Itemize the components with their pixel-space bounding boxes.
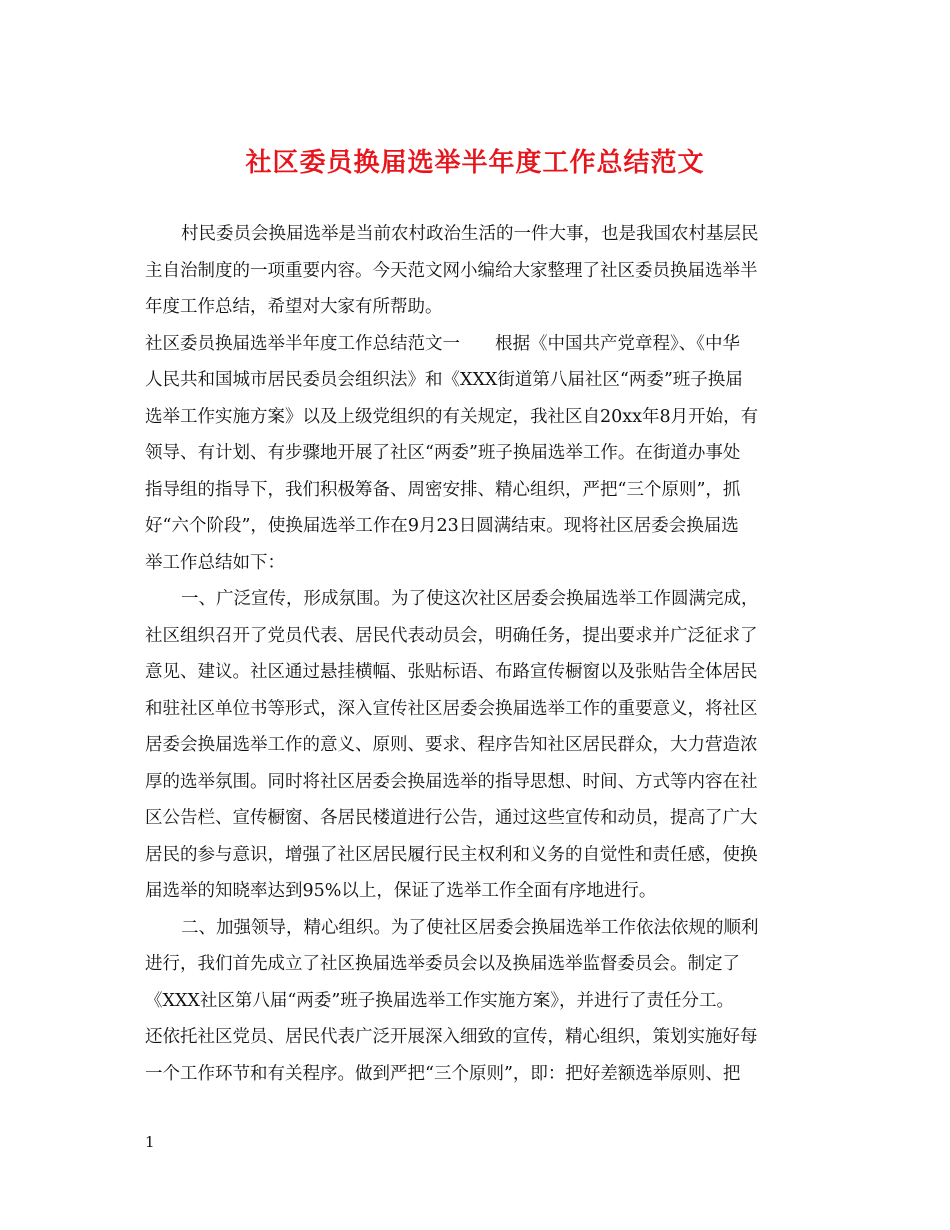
text-line: 一个工作环节和有关程序。做到严把“三个原则”，即：把好差额选举原则、把 xyxy=(145,1063,741,1084)
page-number: 1 xyxy=(145,1133,155,1151)
text-line: 指导组的指导下，我们积极筹备、周密安排、精心组织，严把“三个原则”，抓 xyxy=(145,479,741,500)
text-line: 区公告栏、宣传橱窗、各居民楼道进行公告，通过这些宣传和动员，提高了广大 xyxy=(145,808,758,828)
text-line: 居委会换届选举工作的意义、原则、要求、程序告知社区居民群众，大力营造浓 xyxy=(145,735,758,755)
text-line: 年度工作总结，希望对大家有所帮助。 xyxy=(145,297,443,317)
text-line: 届选举的知晓率达到95%以上，保证了选举工作全面有序地进行。 xyxy=(145,881,657,901)
text-line: 好“六个阶段”，使换届选举工作在9月23日圆满结束。现将社区居委会换届选 xyxy=(145,516,739,536)
text-line: 居民的参与意识，增强了社区居民履行民主权利和义务的自觉性和责任感，使换 xyxy=(145,844,758,865)
text-line: 进行，我们首先成立了社区换届选举委员会以及换届选举监督委员会。制定了 xyxy=(145,954,740,974)
text-line: 举工作总结如下： xyxy=(145,552,285,573)
text-line: 社区委员换届选举半年度工作总结范文一 根据《中国共产党章程》、《中华 xyxy=(145,333,740,354)
text-line: 选举工作实施方案》以及上级党组织的有关规定，我社区自20xx年8月开始，有 xyxy=(145,406,759,427)
text-line: 还依托社区党员、居民代表广泛开展深入细致的宣传，精心组织，策划实施好每 xyxy=(145,1027,758,1047)
text-line: 主自治制度的一项重要内容。今天范文网小编给大家整理了社区委员换届选举半 xyxy=(145,260,758,281)
text-line: 和驻社区单位书等形式，深入宣传社区居委会换届选举工作的重要意义，将社区 xyxy=(145,698,758,719)
text-line: 一、广泛宣传，形成氛围。为了使这次社区居委会换届选举工作圆满完成， xyxy=(181,589,759,609)
text-line: 二、加强领导，精心组织。为了使社区居委会换届选举工作依法依规的顺利 xyxy=(181,917,759,938)
text-line: 《XXX社区第八届“两委”班子换届选举工作实施方案》，并进行了责任分工。 xyxy=(145,990,735,1011)
text-line: 人民共和国城市居民委员会组织法》和《XXX街道第八届社区“两委”班子换届 xyxy=(145,370,743,390)
text-line: 社区组织召开了党员代表、居民代表动员会，明确任务，提出要求并广泛征求了 xyxy=(145,625,758,646)
text-line: 厚的选举氛围。同时将社区居委会换届选举的指导思想、时间、方式等内容在社 xyxy=(145,771,758,792)
text-line: 意见、建议。社区通过悬挂横幅、张贴标语、布路宣传橱窗以及张贴告全体居民 xyxy=(145,662,758,682)
text-line: 领导、有计划、有步骤地开展了社区“两委”班子换届选举工作。在街道办事处 xyxy=(145,443,741,463)
text-line: 村民委员会换届选举是当前农村政治生活的一件大事，也是我国农村基层民 xyxy=(181,224,759,244)
document-title: 社区委员换届选举半年度工作总结范文 xyxy=(245,148,705,178)
document-body xyxy=(145,216,807,1092)
